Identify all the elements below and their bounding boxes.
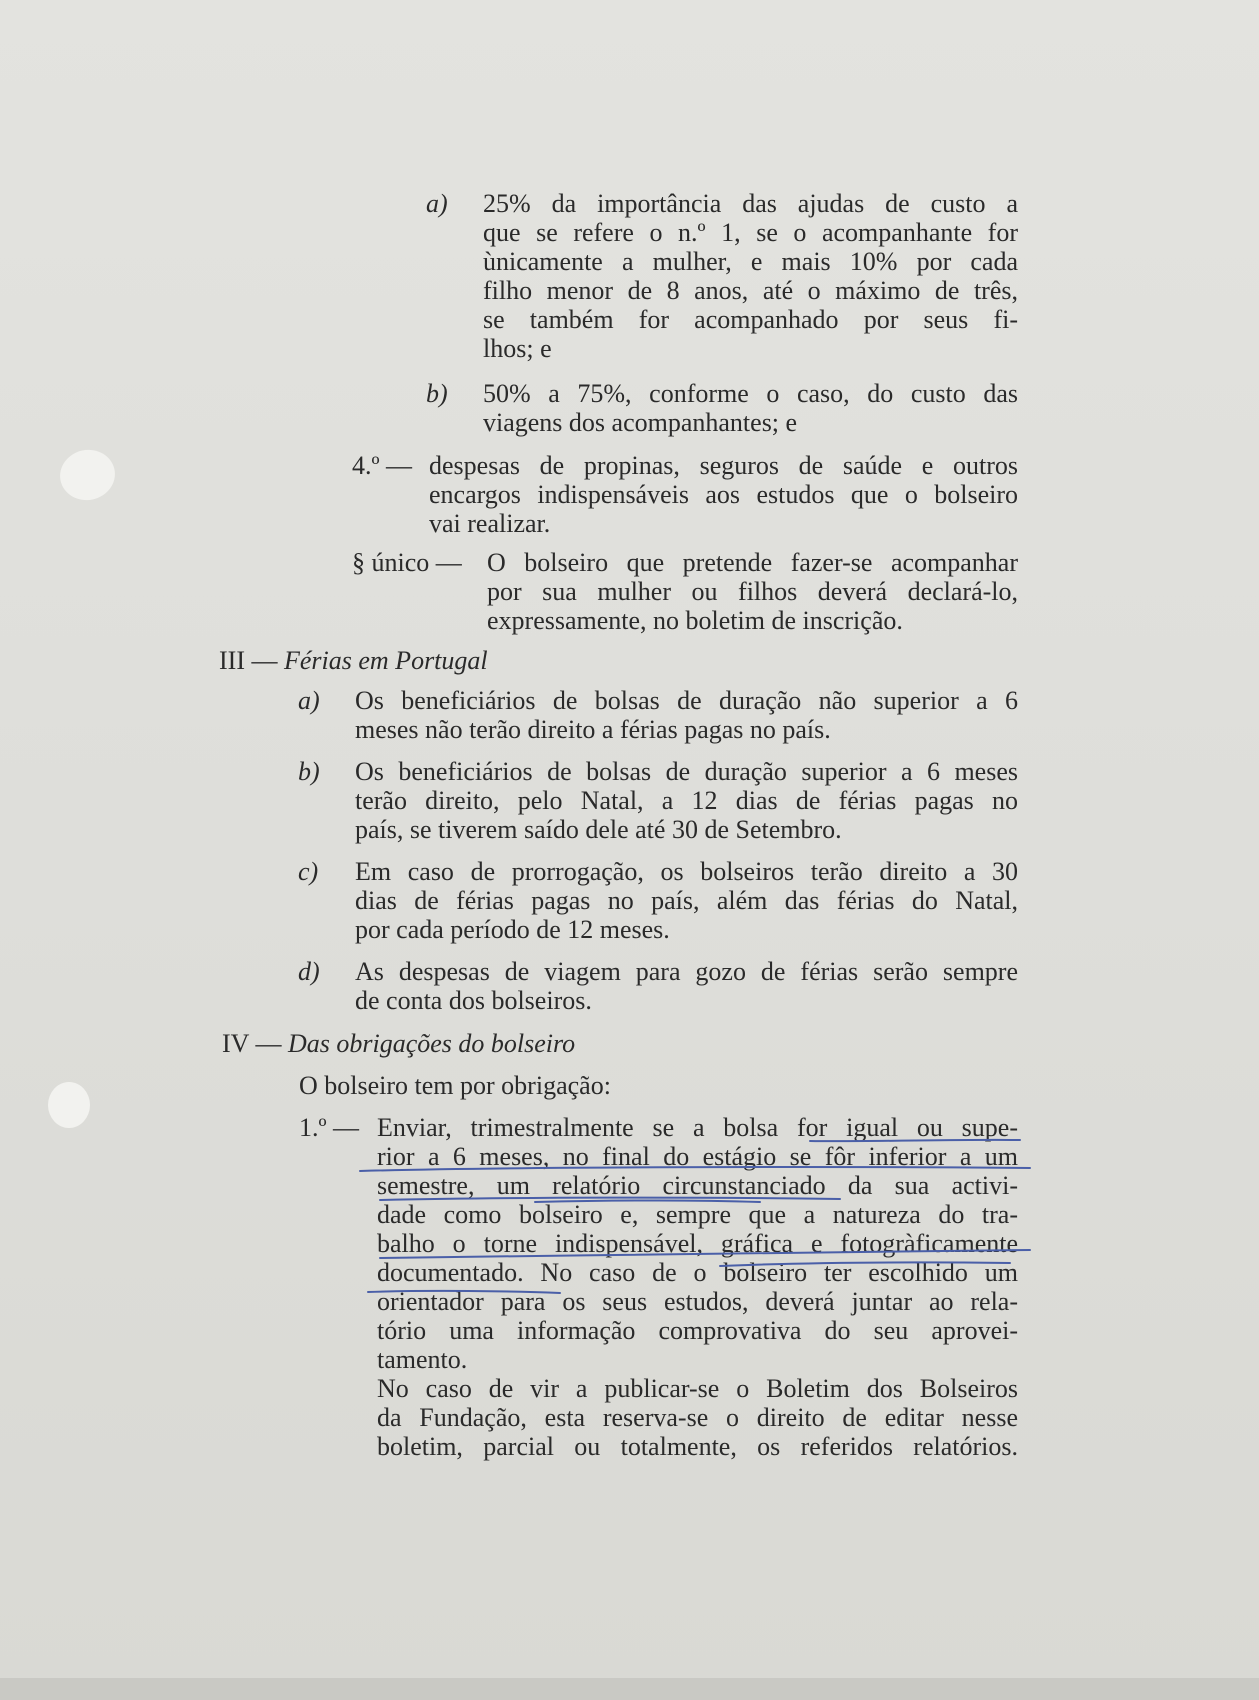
section-4-item-1-line: balho o torne indispensável, gráfica e fotogràficamente: [377, 1229, 1018, 1258]
item-a-line: se também for acompanhado por seus fi-: [483, 305, 1018, 334]
section-3-item-d-marker: d): [298, 957, 320, 986]
section-4-intro: O bolseiro tem por obrigação:: [299, 1071, 611, 1100]
section-4-item-1-line: documentado. No caso de o bolseiro ter escolhido um: [377, 1258, 1018, 1287]
pen-underline: [810, 1140, 1020, 1141]
paragraph-unico-line: por sua mulher ou filhos deverá declará-lo,: [487, 577, 1018, 606]
item-a-line: que se refere o n.º 1, se o acompanhante for: [483, 218, 1018, 247]
section-3-item-b-line: terão direito, pelo Natal, a 12 dias de férias pagas no: [355, 786, 1018, 815]
section-3-item-c-marker: c): [298, 857, 319, 886]
item-4-line: despesas de propinas, seguros de saúde e outros: [429, 451, 1018, 480]
section-3-item-d-line: As despesas de viagem para gozo de férias serão sempre: [355, 957, 1018, 986]
section-3-item-b-marker: b): [298, 757, 320, 786]
section-4-item-1-line: Enviar, trimestralmente se a bolsa for igual ou supe-: [377, 1113, 1018, 1142]
item-a-line: 25% da importância das ajudas de custo a: [483, 189, 1018, 218]
item-a-line: lhos; e: [483, 334, 552, 363]
pen-underline: [368, 1291, 560, 1293]
section-3-item-a-line: Os beneficiários de bolsas de duração não superior a 6: [355, 686, 1018, 715]
section-4-item-1-line: tamento.: [377, 1345, 468, 1374]
item-b-line: 50% a 75%, conforme o caso, do custo das: [483, 379, 1018, 408]
item-4-line: encargos indispensáveis aos estudos que o bolseiro: [429, 480, 1018, 509]
section-4-note-line: boletim, parcial ou totalmente, os referidos relatórios.: [377, 1432, 1018, 1461]
section-4-item-1-line: dade como bolseiro e, sempre que a natureza do tra-: [377, 1200, 1018, 1229]
section-4-item-1-line: orientador para os seus estudos, deverá juntar ao rela-: [377, 1287, 1018, 1316]
item-b-line: viagens dos acompanhantes; e: [483, 408, 798, 437]
section-4-item-1-line: tório uma informação comprovativa do seu aprovei-: [377, 1316, 1018, 1345]
item-b-marker: b): [426, 379, 448, 408]
item-4-line: vai realizar.: [429, 509, 551, 538]
pen-underline: [535, 1201, 760, 1203]
section-4-item-1-marker: 1.º —: [299, 1113, 360, 1142]
section-3-item-a-line: meses não terão direito a férias pagas no país.: [355, 715, 831, 744]
section-3-item-b-line: Os beneficiários de bolsas de duração superior a 6 meses: [355, 757, 1018, 786]
paragraph-unico-marker: § único —: [352, 548, 462, 577]
paragraph-unico-line: expressamente, no boletim de inscrição.: [487, 606, 903, 635]
section-3-item-c-line: Em caso de prorrogação, os bolseiros terão direito a 30: [355, 857, 1018, 886]
section-4-title: Das obrigações do bolseiro: [287, 1029, 576, 1058]
item-a-marker: a): [426, 189, 448, 218]
section-3-item-b-line: país, se tiverem saído dele até 30 de Setembro.: [355, 815, 842, 844]
pen-underline: [380, 1198, 840, 1200]
item-4-marker: 4.º —: [352, 451, 413, 480]
section-3-item-a-marker: a): [298, 686, 320, 715]
section-3-item-c-line: por cada período de 12 meses.: [355, 915, 670, 944]
section-4-note-line: No caso de vir a publicar-se o Boletim dos Bolseiros: [377, 1374, 1018, 1403]
section-4-item-1-line: semestre, um relatório circunstanciado da sua activi-: [377, 1171, 1018, 1200]
pen-underline: [360, 1167, 1030, 1171]
section-4-item-1-line: rior a 6 meses, no final do estágio se fôr inferior a um: [377, 1142, 1018, 1171]
item-a-line: ùnicamente a mulher, e mais 10% por cada: [483, 247, 1018, 276]
item-a-line: filho menor de 8 anos, até o máximo de três,: [483, 276, 1018, 305]
paragraph-unico-line: O bolseiro que pretende fazer-se acompanhar: [487, 548, 1018, 577]
section-3-item-d-line: de conta dos bolseiros.: [355, 986, 592, 1015]
section-3-numeral: III —: [219, 646, 278, 675]
section-3-item-c-line: dias de férias pagas no país, além das férias do Natal,: [355, 886, 1018, 915]
section-4-note-line: da Fundação, esta reserva-se o direito de editar nesse: [377, 1403, 1018, 1432]
section-3-title: Férias em Portugal: [283, 646, 488, 675]
pen-underline: [380, 1250, 1030, 1258]
section-4-numeral: IV —: [222, 1029, 282, 1058]
pen-underline: [720, 1262, 1010, 1266]
